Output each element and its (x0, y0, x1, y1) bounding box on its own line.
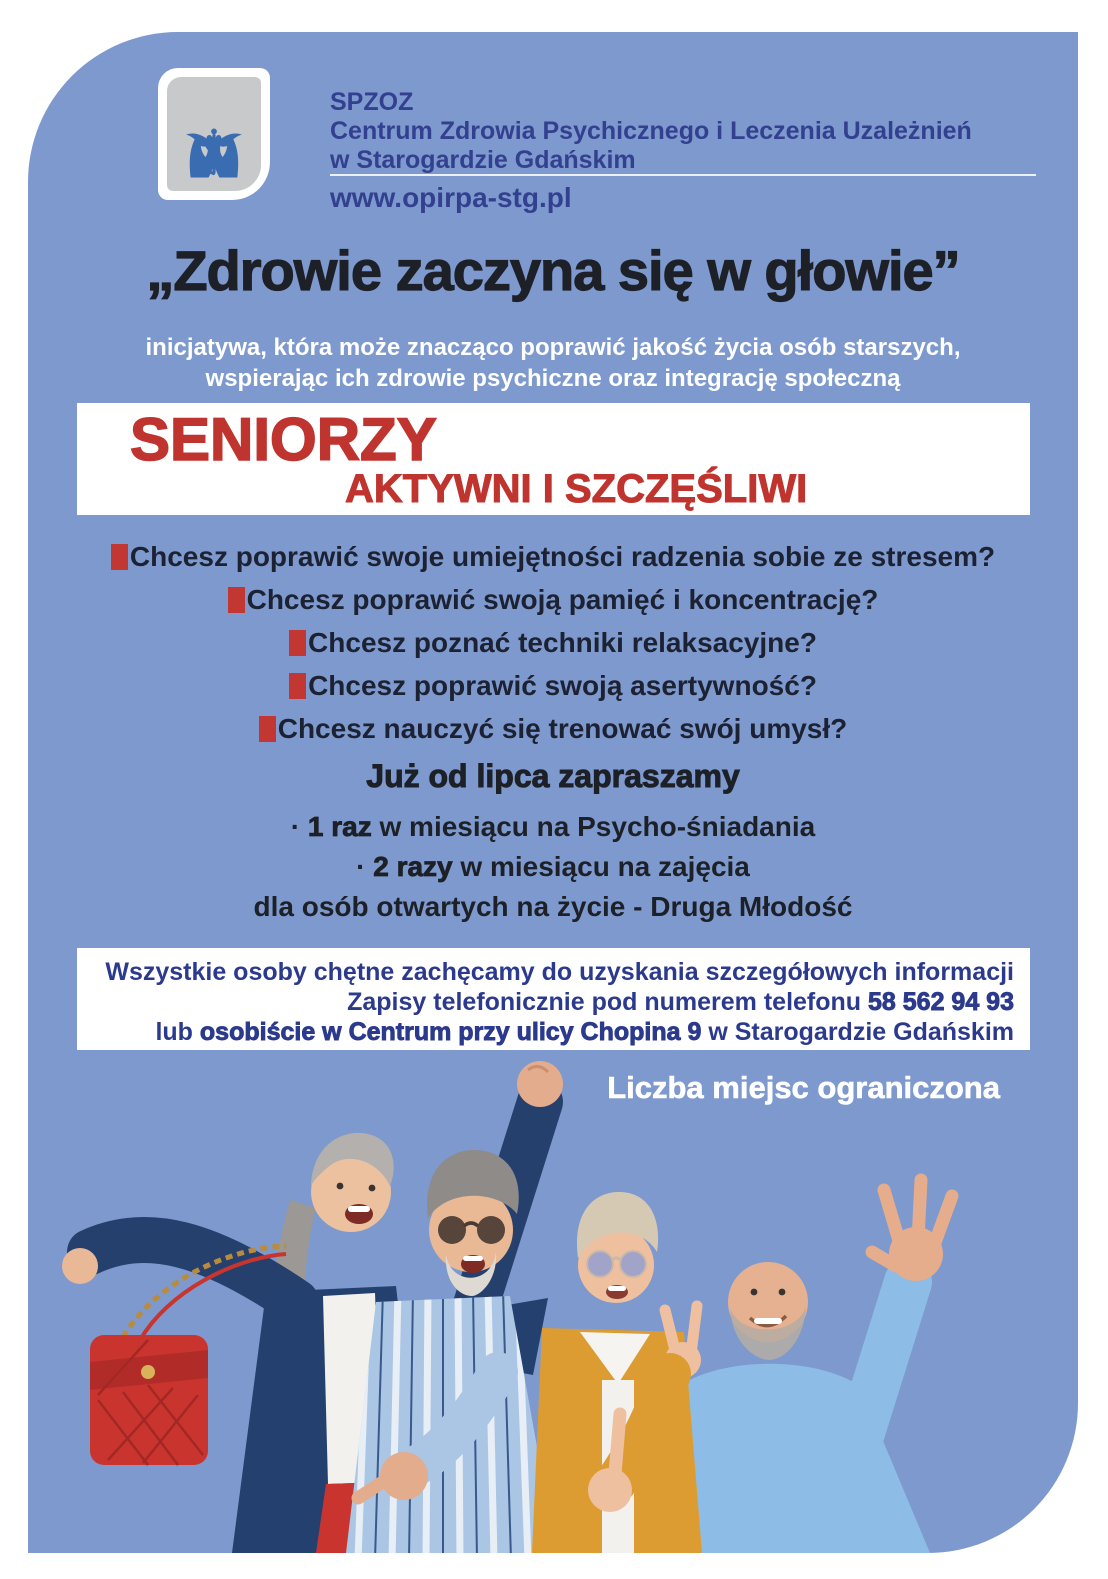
website-url: www.opirpa-stg.pl (330, 182, 572, 213)
invite-item-rest: w miesiącu na zajęcia (452, 851, 750, 882)
phone-number: 58 562 94 93 (868, 988, 1014, 1016)
subtitle (28, 332, 1078, 394)
senior-woman-mustard (532, 1192, 702, 1553)
invite-heading: Już od lipca zapraszamy (366, 758, 740, 794)
headline-word1: SENIORZY (130, 406, 437, 473)
invite-item (28, 807, 1078, 847)
org-abbreviation: SPZOZ (330, 88, 414, 116)
org-header (330, 88, 1030, 175)
org-logo-plate (167, 77, 261, 191)
subtitle-line1: inicjatywa, która może znacząco poprawić jakość życia osób starszych, (145, 334, 961, 361)
info-line2 (93, 987, 1014, 1017)
subtitle-line2: wspierając ich zdrowie psychiczne oraz integrację społeczną (205, 365, 901, 392)
question-item (28, 578, 1078, 621)
header-divider (330, 174, 1036, 176)
question-text: Chcesz poznać techniki relaksacyjne? (308, 627, 817, 658)
question-item (28, 707, 1078, 750)
red-square-bullet (111, 544, 128, 570)
red-square-bullet (259, 716, 276, 742)
info-line3-pre: lub (155, 1018, 200, 1046)
info-band (77, 948, 1030, 1050)
invite-item (28, 847, 1078, 887)
question-text: Chcesz nauczyć się trenować swój umysł? (277, 713, 848, 744)
headline-band (77, 403, 1030, 515)
question-text: Chcesz poprawić swoje umiejętności radzenia sobie ze stresem? (129, 541, 996, 572)
invite-item-rest: w miesiącu na Psycho-śniadania (371, 811, 816, 842)
dot-bullet: · (356, 851, 366, 882)
address-bold: osobiście w Centrum przy ulicy Chopina 9 (199, 1018, 702, 1046)
red-square-bullet (228, 587, 245, 613)
senior-man-bald (666, 1180, 952, 1553)
invite-item-bold: 2 razy (365, 851, 453, 882)
caduceus-in-hands-icon (174, 84, 254, 184)
headline-word2: AKTYWNI I SZCZĘŚLIWI (345, 467, 808, 511)
org-logo (158, 68, 270, 200)
question-text: Chcesz poprawić swoją pamięć i koncentrację? (246, 584, 879, 615)
question-item (28, 621, 1078, 664)
question-text: Chcesz poprawić swoją asertywność? (308, 670, 817, 701)
poster-panel (28, 32, 1078, 1553)
invite-tail: dla osób otwartych na życie - Druga Młodość (253, 891, 853, 922)
org-name: Centrum Zdrowia Psychicznego i Leczenia Uzależnień (330, 117, 972, 145)
red-square-bullet (289, 630, 306, 656)
org-city: w Starogardzie Gdańskim (330, 146, 636, 174)
seniors-photo (28, 1040, 1078, 1553)
invite-section (28, 758, 1078, 927)
main-quote-title: „Zdrowie zaczyna się w głowie” (146, 239, 960, 302)
info-line1: Wszystkie osoby chętne zachęcamy do uzyskania szczegółowych informacji (105, 958, 1014, 986)
invite-item-bold: 1 raz (300, 811, 372, 842)
dot-bullet: · (290, 811, 301, 842)
info-line3-post: w Starogardzie Gdańskim (701, 1018, 1014, 1046)
question-item (28, 664, 1078, 707)
limited-seats-note: Liczba miejsc ograniczona (607, 1070, 1000, 1105)
red-square-bullet (289, 673, 306, 699)
question-item (28, 535, 1078, 578)
info-line2-text: Zapisy telefonicznie pod numerem telefonu (347, 988, 869, 1016)
questions-list (28, 535, 1078, 750)
